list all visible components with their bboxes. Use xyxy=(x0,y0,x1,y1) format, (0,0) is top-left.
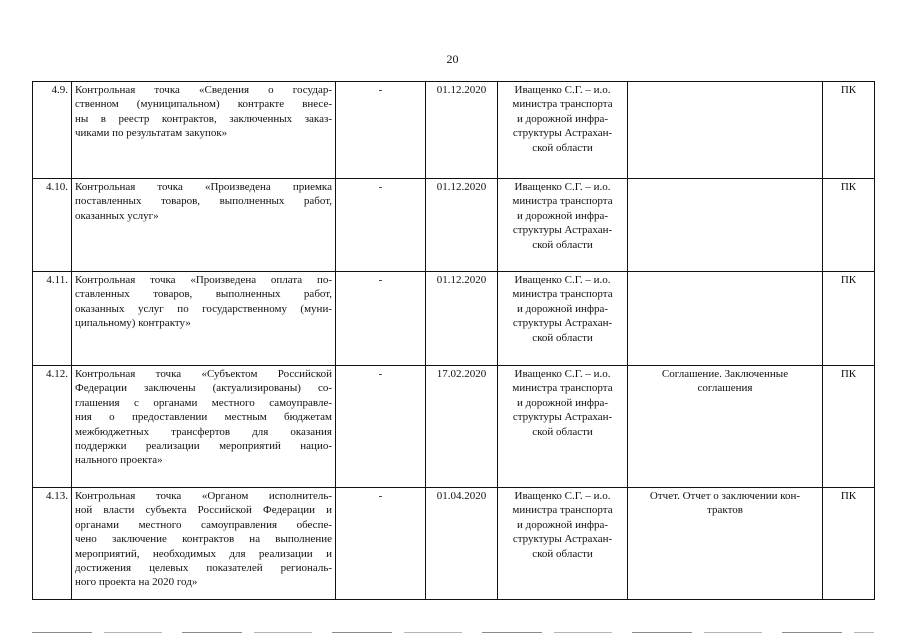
row-number: 4.13. xyxy=(33,488,72,600)
table-row xyxy=(33,82,875,179)
table-row xyxy=(33,179,875,272)
control-point-name: Контрольная точка «Произведена оплата по- ставленных товаров, выполненных работ, оказанных услуг по государственному (муни- ципальному) контракту» xyxy=(72,272,336,366)
control-point-name: Контрольная точка «Произведена приемка поставленных товаров, выполненных работ, оказанных услуг» xyxy=(72,179,336,272)
control-points-table xyxy=(32,81,875,600)
table-row xyxy=(33,488,875,600)
control-point-name: Контрольная точка «Сведения о государ- ственном (муниципальном) контракте внесе- ны в реестр контрактов, заключенных заказ- чиками по результатам закупок» xyxy=(72,82,336,179)
start-date-cell: - xyxy=(336,272,426,366)
result-document-cell xyxy=(628,179,823,272)
end-date-cell: 17.02.2020 xyxy=(426,366,498,488)
control-type-cell: ПК xyxy=(823,82,875,179)
control-point-name: Контрольная точка «Субъектом Российской Федерации заключены (актуализированы) со- глашения с органами местного самоуправле- ния о предоставлении местным бюджетам межбюджетных трансфертов для оказания поддержки реализации мероприятий нацио- нального проекта» xyxy=(72,366,336,488)
responsible-cell: Иващенко С.Г. – и.о. министра транспорта и дорожной инфра- структуры Астрахан- ской области xyxy=(498,82,628,179)
result-document-cell: Соглашение. Заключенные соглашения xyxy=(628,366,823,488)
responsible-cell: Иващенко С.Г. – и.о. министра транспорта и дорожной инфра- структуры Астрахан- ской области xyxy=(498,272,628,366)
table-row xyxy=(33,272,875,366)
start-date-cell: - xyxy=(336,179,426,272)
scan-edge-artifact xyxy=(32,632,874,633)
control-type-cell: ПК xyxy=(823,366,875,488)
row-number: 4.9. xyxy=(33,82,72,179)
result-document-cell xyxy=(628,272,823,366)
row-number: 4.12. xyxy=(33,366,72,488)
end-date-cell: 01.12.2020 xyxy=(426,179,498,272)
control-type-cell: ПК xyxy=(823,179,875,272)
result-document-cell xyxy=(628,82,823,179)
responsible-cell: Иващенко С.Г. – и.о. министра транспорта и дорожной инфра- структуры Астрахан- ской области xyxy=(498,488,628,600)
result-document-cell: Отчет. Отчет о заключении кон- трактов xyxy=(628,488,823,600)
start-date-cell: - xyxy=(336,366,426,488)
control-point-name: Контрольная точка «Органом исполнитель- ной власти субъекта Российской Федерации и органами местного самоуправления обеспе- чено заключение контрактов на выполнение мероприятий, необходимых для реализации и достижения целевых показателей региональ- ного проекта на 2020 год» xyxy=(72,488,336,600)
page-number: 20 xyxy=(446,52,459,66)
responsible-cell: Иващенко С.Г. – и.о. министра транспорта и дорожной инфра- структуры Астрахан- ской области xyxy=(498,179,628,272)
end-date-cell: 01.12.2020 xyxy=(426,272,498,366)
control-type-cell: ПК xyxy=(823,488,875,600)
table-row xyxy=(33,366,875,488)
start-date-cell: - xyxy=(336,488,426,600)
start-date-cell: - xyxy=(336,82,426,179)
row-number: 4.11. xyxy=(33,272,72,366)
responsible-cell: Иващенко С.Г. – и.о. министра транспорта и дорожной инфра- структуры Астрахан- ской области xyxy=(498,366,628,488)
row-number: 4.10. xyxy=(33,179,72,272)
end-date-cell: 01.04.2020 xyxy=(426,488,498,600)
end-date-cell: 01.12.2020 xyxy=(426,82,498,179)
control-type-cell: ПК xyxy=(823,272,875,366)
